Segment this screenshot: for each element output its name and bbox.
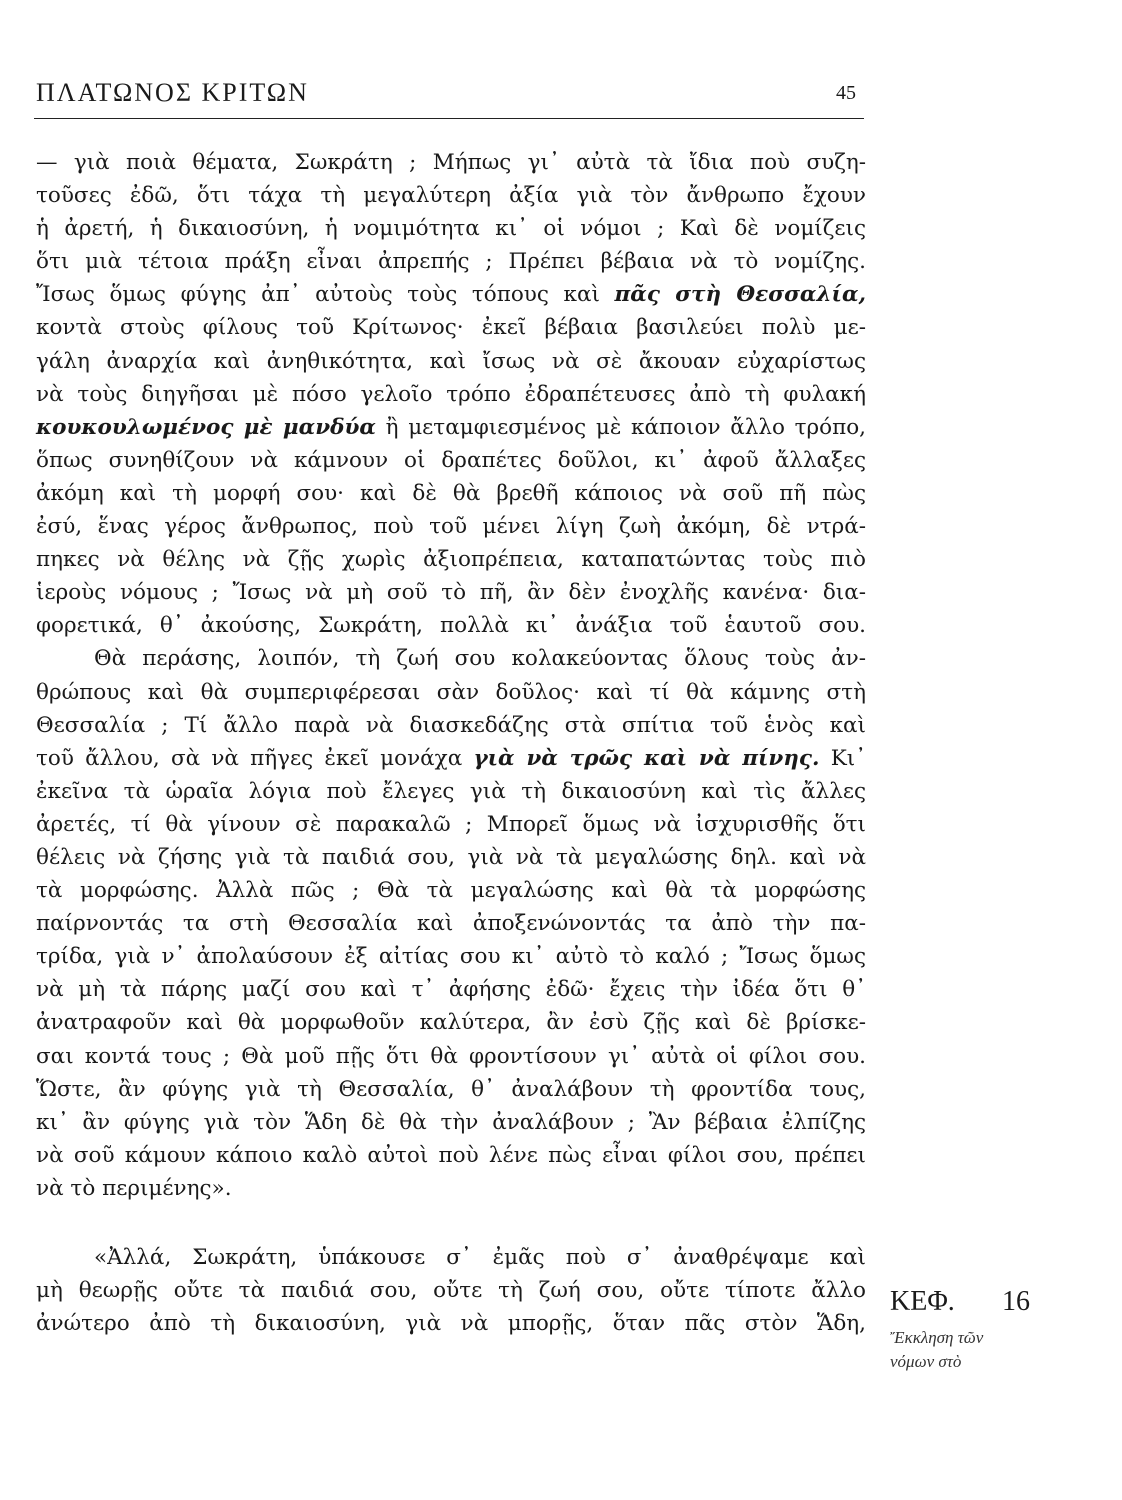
text-line bbox=[36, 411, 866, 444]
text-line: Ὥστε, ἂν φύγης γιὰ τὴ Θεσσαλία, θ᾽ ἀναλάβουν τὴ φροντίδα τους, bbox=[36, 1076, 866, 1102]
text-line: ἡ ἀρετή, ἡ δικαιοσύνη, ἡ νομιμότητα κι᾽ οἱ νόμοι ; Καὶ δὲ νομίζεις bbox=[36, 216, 866, 242]
text-line: ἱεροὺς νόμους ; Ἴσως νὰ μὴ σοῦ τὸ πῆ, ἂν δὲν ἐνοχλῆς κανένα· δια- bbox=[36, 580, 866, 606]
chapter-subtitle-line: Ἔκκληση τῶν bbox=[890, 1328, 984, 1347]
text-line: ἀνώτερο ἀπὸ τὴ δικαιοσύνη, γιὰ νὰ μπορῇς, ὅταν πᾶς στὸν Ἅδη, bbox=[36, 1311, 866, 1337]
chapter-number: 16 bbox=[1002, 1286, 1030, 1317]
text-line: νὰ μὴ τὰ πάρης μαζί σου καὶ τ᾽ ἀφήσης ἐδῶ· ἔχεις τὴν ἰδέα ὅτι θ᾽ bbox=[36, 977, 866, 1003]
text-line: τοῦσες ἐδῶ, ὅτι τάχα τὴ μεγαλύτερη ἀξία γιὰ τὸν ἄνθρωπο ἔχουν bbox=[36, 183, 866, 209]
text-line: νὰ τὸ περιμένης». bbox=[36, 1175, 232, 1201]
text-line: θρώπους καὶ θὰ συμπεριφέρεσαι σὰν δοῦλος· καὶ τί θὰ κάμνης στὴ bbox=[36, 679, 866, 705]
text-line: πηκες νὰ θέλης νὰ ζῇς χωρὶς ἀξιοπρέπεια, καταπατώντας τοὺς πιὸ bbox=[36, 547, 866, 573]
text-segment: ἢ μεταμφιεσμένος μὲ κάποιον ἄλλο τρόπο, bbox=[385, 414, 866, 440]
chapter-subtitle bbox=[890, 1326, 1090, 1374]
text-line: νὰ τοὺς διηγῆσαι μὲ πόσο γελοῖο τρόπο ἐδραπέτευσες ἀπὸ τὴ φυλακή bbox=[36, 381, 866, 407]
text-line: ἐσύ, ἕνας γέρος ἄνθρωπος, ποὺ τοῦ μένει λίγη ζωὴ ἀκόμη, δὲ ντρά- bbox=[36, 514, 866, 540]
chapter-label: ΚΕΦ. bbox=[890, 1286, 955, 1317]
text-line: Θεσσαλία ; Τί ἄλλο παρὰ νὰ διασκεδάζης στὰ σπίτια τοῦ ἑνὸς καὶ bbox=[36, 712, 866, 738]
text-line bbox=[36, 742, 866, 775]
text-segment: Κι᾽ bbox=[830, 745, 866, 771]
text-line: κι᾽ ἂν φύγης γιὰ τὸν Ἅδη δὲ θὰ τὴν ἀναλάβουν ; Ἂν βέβαια ἐλπίζης bbox=[36, 1109, 866, 1135]
emphasis-tros-pinis: γιὰ νὰ τρῶς καὶ νὰ πίνης. bbox=[473, 745, 820, 771]
text-line: ὅπως συνηθίζουν νὰ κάμνουν οἱ δραπέτες δοῦλοι, κι᾽ ἀφοῦ ἄλλαξες bbox=[36, 447, 866, 473]
text-line: ἐκεῖνα τὰ ὡραῖα λόγια ποὺ ἔλεγες γιὰ τὴ δικαιοσύνη καὶ τὶς ἄλλες bbox=[36, 778, 866, 804]
text-line: κοντὰ στοὺς φίλους τοῦ Κρίτωνος· ἐκεῖ βέβαια βασιλεύει πολὺ με- bbox=[36, 315, 866, 341]
text-line bbox=[36, 278, 866, 311]
header-divider bbox=[34, 118, 864, 119]
chapter-subtitle-line: νόμων στὸ bbox=[890, 1352, 962, 1371]
text-line: τὰ μορφώσης. Ἀλλὰ πῶς ; Θὰ τὰ μεγαλώσης καὶ θὰ τὰ μορφώσης bbox=[36, 878, 866, 904]
text-line: μὴ θεωρῇς οὔτε τὰ παιδιά σου, οὔτε τὴ ζωή σου, οὔτε τίποτε ἄλλο bbox=[36, 1278, 866, 1304]
chapter-margin-note bbox=[890, 1286, 1090, 1374]
text-line: ὅτι μιὰ τέτοια πράξη εἶναι ἀπρεπής ; Πρέπει βέβαια νὰ τὸ νομίζης. bbox=[36, 249, 866, 275]
emphasis-koukoulomenos: κουκουλωμένος μὲ μανδύα bbox=[36, 414, 376, 440]
text-line: παίρνοντάς τα στὴ Θεσσαλία καὶ ἀποξενώνοντάς τα ἀπὸ τὴν πα- bbox=[36, 911, 866, 937]
chapter-heading bbox=[890, 1286, 1030, 1318]
main-text bbox=[36, 146, 866, 1340]
page-number: 45 bbox=[836, 82, 856, 104]
emphasis-thessalia: πᾶς στὴ Θεσσαλία, bbox=[614, 282, 866, 308]
text-line: νὰ σοῦ κάμουν κάποιο καλὸ αὐτοὶ ποὺ λένε πὼς εἶναι φίλοι σου, πρέπει bbox=[36, 1142, 866, 1168]
text-line: ἀκόμη καὶ τὴ μορφή σου· καὶ δὲ θὰ βρεθῆ κάποιος νὰ σοῦ πῆ πὼς bbox=[36, 480, 866, 506]
text-line: γάλη ἀναρχία καὶ ἀνηθικότητα, καὶ ἴσως νὰ σὲ ἄκουαν εὐχαρίστως bbox=[36, 348, 866, 374]
text-segment: Ἴσως ὅμως φύγης ἀπ᾽ αὐτοὺς τοὺς τόπους καὶ bbox=[36, 282, 600, 308]
text-line: θέλεις νὰ ζήσης γιὰ τὰ παιδιά σου, γιὰ νὰ τὰ μεγαλώσης δηλ. καὶ νὰ bbox=[36, 844, 866, 870]
text-line: «Ἀλλά, Σωκράτη, ὑπάκουσε σ᾽ ἐμᾶς ποὺ σ᾽ ἀναθρέψαμε καὶ bbox=[94, 1245, 866, 1270]
text-line: ἀρετές, τί θὰ γίνουν σὲ παρακαλῶ ; Μπορεῖ ὅμως νὰ ἰσχυρισθῆς ὅτι bbox=[36, 811, 866, 837]
running-header-title: ΠΛΑΤΩΝΟΣ ΚΡΙΤΩΝ bbox=[36, 78, 309, 107]
text-line: σαι κοντά τους ; Θὰ μοῦ πῇς ὅτι θὰ φροντίσουν γι᾽ αὐτὰ οἱ φίλοι σου. bbox=[36, 1043, 866, 1069]
text-segment: τοῦ ἄλλου, σὰ νὰ πῆγες ἐκεῖ μονάχα bbox=[36, 745, 463, 771]
text-line: — γιὰ ποιὰ θέματα, Σωκράτη ; Μήπως γι᾽ αὐτὰ τὰ ἴδια ποὺ συζη- bbox=[36, 150, 866, 175]
text-line: τρίδα, γιὰ ν᾽ ἀπολαύσουν ἐξ αἰτίας σου κι᾽ αὐτὸ τὸ καλό ; Ἴσως ὅμως bbox=[36, 944, 866, 970]
text-line: Θὰ περάσης, λοιπόν, τὴ ζωή σου κολακεύοντας ὅλους τοὺς ἀν- bbox=[94, 646, 866, 672]
text-line: φορετικά, θ᾽ ἀκούσης, Σωκράτη, πολλὰ κι᾽ ἀνάξια τοῦ ἑαυτοῦ σου. bbox=[36, 613, 866, 639]
text-line: ἀνατραφοῦν καὶ θὰ μορφωθοῦν καλύτερα, ἂν ἐσὺ ζῇς καὶ δὲ βρίσκε- bbox=[36, 1010, 866, 1036]
paragraph-gap bbox=[36, 1205, 866, 1241]
